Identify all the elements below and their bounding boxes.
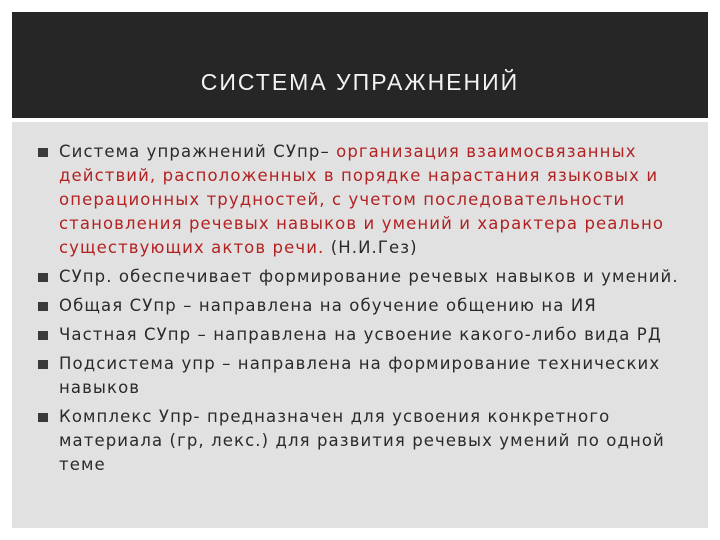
bullet-list <box>12 122 708 477</box>
bullet-text: Частная СУпр – направлена на усвоение какого-либо вида РД <box>59 325 662 344</box>
slide-header <box>12 12 708 118</box>
slide-title: СИСТЕМА УПРАЖНЕНИЙ <box>200 69 520 95</box>
bullet-term: Система упражнений СУпр– <box>59 142 330 161</box>
bullet-item <box>59 140 688 260</box>
square-bullet-icon <box>38 413 48 422</box>
bullet-item <box>59 265 688 289</box>
bullet-text: Комплекс Упр- предназначен для усвоения конкретного материала (гр, лекс.) для развития речевых умений по одной теме <box>59 407 665 474</box>
bullet-item <box>59 352 688 400</box>
square-bullet-icon <box>38 360 48 369</box>
square-bullet-icon <box>38 148 48 157</box>
bullet-definition: организация взаимосвязанных действий, расположенных в порядке нарастания языковых и операционных трудностей, с учетом последовательности становления речевых навыков и умений и характера реально существующих актов речи. <box>59 142 665 257</box>
bullet-text: Подсистема упр – направлена на формирование технических навыков <box>59 354 661 397</box>
bullet-text: СУпр. обеспечивает формирование речевых навыков и умений. <box>59 267 679 286</box>
square-bullet-icon <box>38 273 48 282</box>
bullet-item <box>59 294 688 318</box>
bullet-item <box>59 323 688 347</box>
bullet-item <box>59 405 688 477</box>
square-bullet-icon <box>38 302 48 311</box>
bullet-source: (Н.И.Гез) <box>324 238 418 257</box>
bullet-text: Общая СУпр – направлена на обучение общению на ИЯ <box>59 296 597 315</box>
slide-content <box>12 122 708 528</box>
square-bullet-icon <box>38 331 48 340</box>
